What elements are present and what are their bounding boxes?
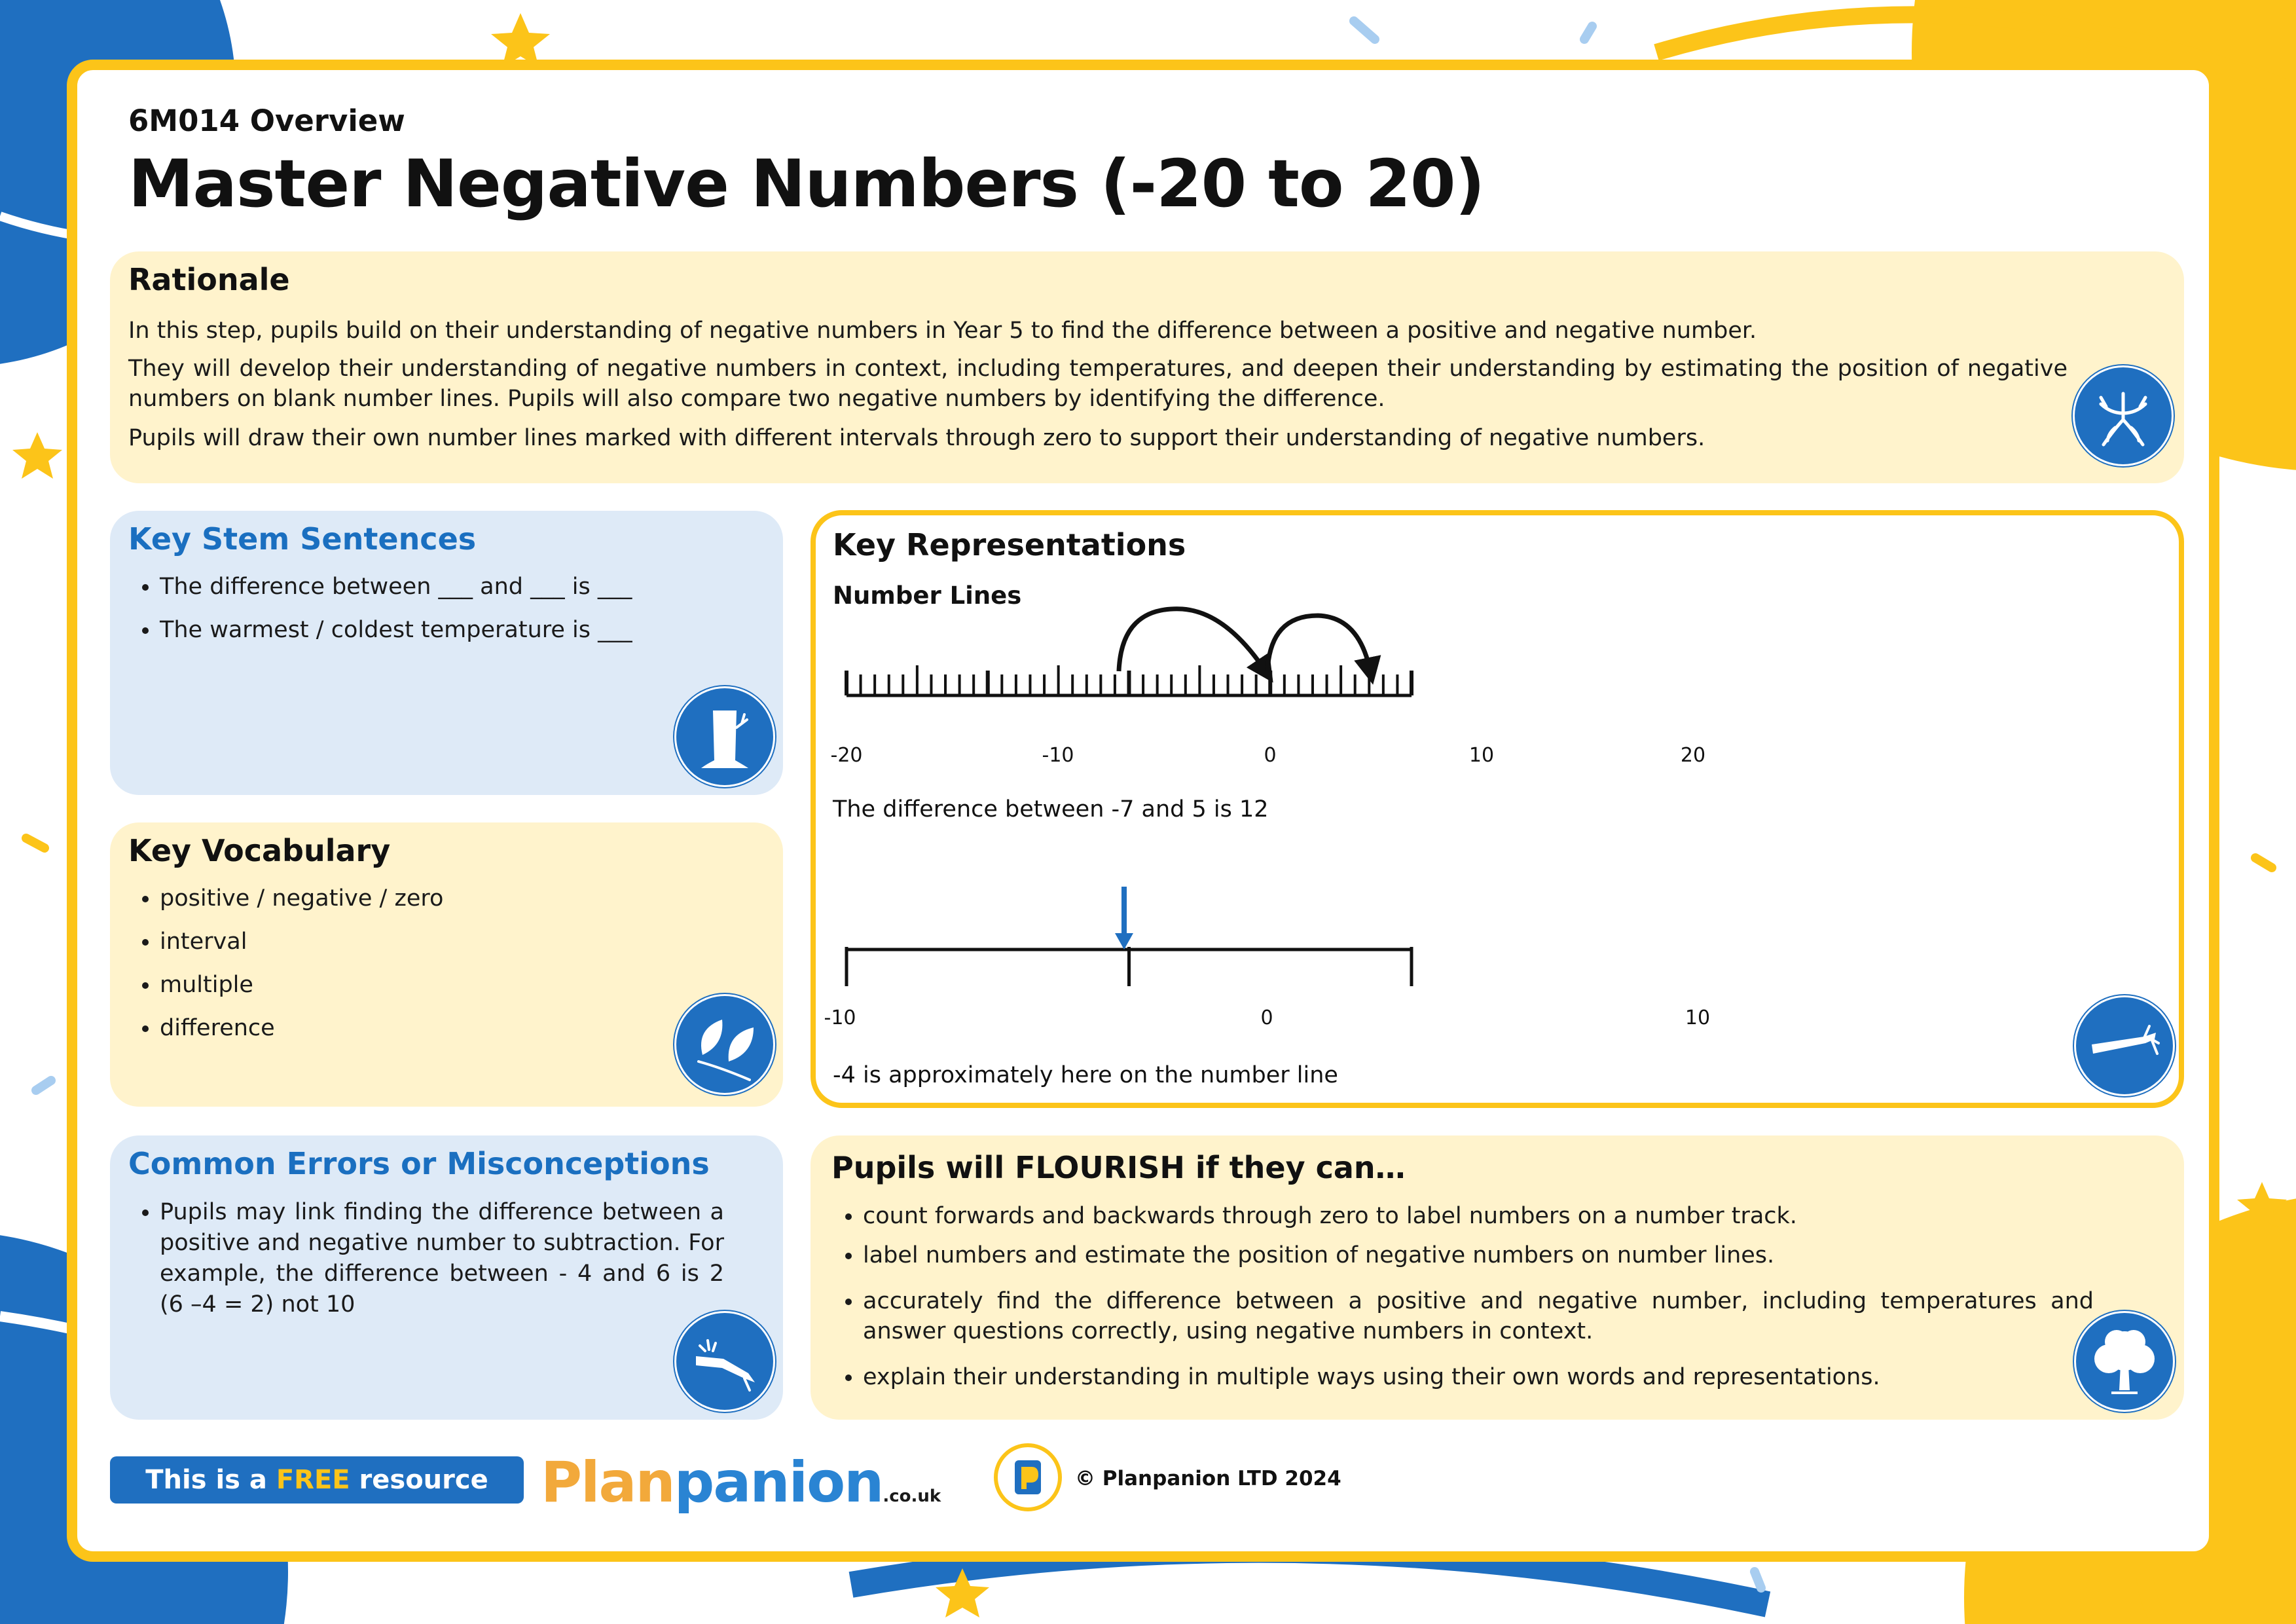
jump-arrow-1 [1119,609,1266,671]
flourish-title: Pupils will FLOURISH if they can… [831,1150,1406,1185]
errors-list [128,1197,724,1320]
branch-icon [2074,995,2175,1096]
jump-arrow-2 [1267,616,1370,671]
list-item: • positive / negative / zero [160,885,775,912]
logo-domain-text: .co.uk [883,1486,941,1506]
number-line-1-caption: The difference between -7 and 5 is 12 [833,796,1269,822]
number-lines-diagram [811,589,1793,1061]
list-item: • explain their understanding in multiple ways using their own words and representations. [863,1362,2094,1392]
list-item: • The warmest / coldest temperature is ___ [160,617,775,643]
banner-text: This is a [145,1465,276,1495]
tick-label: 10 [1685,1006,1711,1029]
stem-sentences-panel [110,511,783,795]
stem-sentences-list [128,574,775,643]
tick-label: -20 [830,744,863,767]
page-title: Master Negative Numbers (-20 to 20) [128,145,1485,222]
tick-label: 0 [1264,744,1277,767]
number-lines-heading: Number Lines [833,581,1022,610]
vocabulary-panel [110,822,783,1107]
tick-label: 0 [1260,1006,1273,1029]
flourish-panel [811,1135,2184,1420]
tick-label: 10 [1468,744,1495,767]
list-item: • label numbers and estimate the position of negative numbers on number lines. [863,1240,2094,1270]
logo-panion-text: panion [674,1450,883,1515]
roots-icon [2073,365,2174,466]
errors-title: Common Errors or Misconceptions [128,1146,710,1181]
list-item: • Pupils may link finding the difference between a positive and negative number to subtraction. For example, the difference between - 4 and 6 is 2 (6 –4 = 2) not 10 [160,1197,724,1320]
banner-text: resource from [282,1465,488,1542]
position-arrow [1115,887,1133,950]
vocabulary-title: Key Vocabulary [128,833,391,868]
rationale-title: Rationale [128,262,290,297]
tree-icon [2074,1311,2175,1412]
list-item: • The difference between ___ and ___ is ___ [160,574,775,600]
rationale-panel [110,251,2184,483]
free-resource-banner[interactable] [110,1456,524,1542]
planpanion-logo[interactable] [541,1450,941,1515]
number-line-2-caption: -4 is approximately here on the number line [833,1062,1338,1088]
tick-label: -10 [824,1006,856,1029]
list-item: • accurately find the difference between a positive and negative number, including temperatures and answer questions correctly, using negative numbers in context. [863,1286,2094,1346]
tick-label: 20 [1680,744,1706,767]
list-item: • interval [160,929,775,955]
rationale-paragraph-3: Pupils will draw their own number lines marked with different intervals through zero to support their understanding of negative numbers. [128,425,1705,451]
stem-sentences-title: Key Stem Sentences [128,521,477,557]
page-subtitle: 6M014 Overview [128,103,405,138]
list-item: • multiple [160,972,775,998]
representations-title: Key Representations [833,527,1186,563]
tree-trunk-icon [674,686,775,787]
planpanion-emblem-icon [994,1443,1062,1511]
banner-free-text: FREE [276,1465,350,1495]
errors-panel [110,1135,783,1420]
broken-branch-icon [674,1311,775,1412]
number-line-2 [847,947,1412,986]
logo-plan-text: Plan [541,1450,674,1515]
rationale-paragraph-1: In this step, pupils build on their understanding of negative numbers in Year 5 to find the difference between a positive and negative number. [128,318,1757,344]
flourish-list [831,1201,2094,1392]
list-item: • count forwards and backwards through zero to label numbers on a number track. [863,1201,2094,1231]
number-line-1 [847,665,1412,695]
tick-label: -10 [1042,744,1074,767]
copyright-text: © Planpanion LTD 2024 [1075,1467,1341,1490]
leaves-icon [674,994,775,1095]
rationale-paragraph-2: They will develop their understanding of negative numbers in context, including temperatures, and deepen their understanding by estimating the position of negative numbers on blank number lines. Pupils will also compare two negative numbers by identifying the difference. [128,356,2068,412]
list-item: • difference [160,1015,775,1041]
